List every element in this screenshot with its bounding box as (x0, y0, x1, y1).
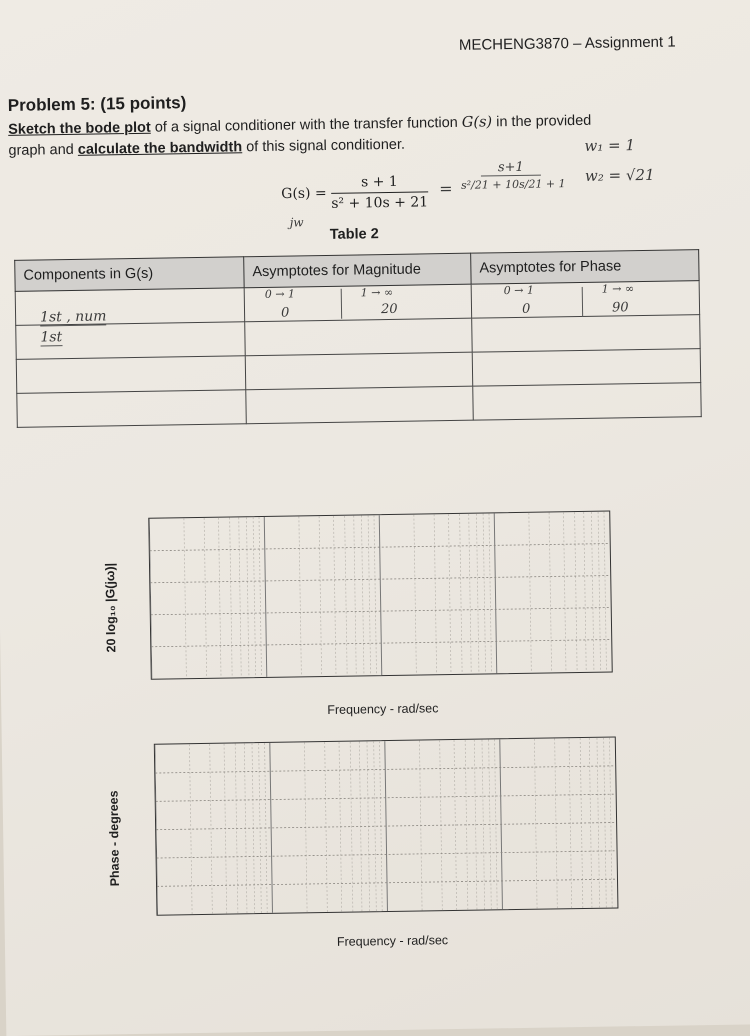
phase-grid (154, 736, 619, 915)
grid-line-vertical (529, 513, 532, 673)
grid-line-vertical (319, 516, 322, 676)
grid-line-vertical (549, 512, 552, 672)
table-caption: Table 2 (329, 226, 379, 243)
table-cell (472, 315, 701, 353)
grid-line-vertical (184, 518, 187, 678)
cell-phase-high-range: 1 → ∞ (601, 282, 635, 296)
handwritten-jw: jw (289, 215, 304, 230)
grid-line-vertical (469, 514, 472, 674)
grid-line-vertical (259, 517, 262, 677)
table-cell (16, 322, 246, 360)
handwritten-divider (341, 289, 342, 319)
cell-components: 1st (40, 329, 63, 346)
table-cell (471, 281, 700, 319)
emphasis-bandwidth: calculate the bandwidth (77, 139, 243, 158)
table-cell (473, 383, 702, 421)
cell-mag-high-range: 1 → ∞ (360, 285, 394, 300)
grid-line-vertical (494, 513, 497, 673)
magnitude-y-label: 20 log₁₀ |G(jω)| (102, 562, 119, 653)
grid-line-vertical (414, 515, 417, 675)
magnitude-grid (148, 511, 612, 680)
grid-line-vertical (604, 512, 607, 672)
phase-grid-lines (155, 737, 618, 914)
handwritten-w1: w₁ = 1 (584, 136, 636, 155)
grid-line-vertical (204, 518, 207, 678)
grid-line-vertical (246, 517, 249, 677)
cell-components: 1st , num (39, 308, 107, 326)
statement-text: of this signal conditioner. (242, 136, 406, 156)
cell-mag-high-val: 20 (380, 301, 398, 318)
grid-line-vertical (575, 512, 578, 672)
phase-x-label: Frequency - rad/sec (336, 933, 449, 949)
handwritten-rewrite-den: s²/21 + 10s/21 + 1 (460, 177, 566, 192)
grid-line-vertical (584, 512, 587, 672)
table-cell (245, 318, 473, 356)
cell-phase-low-range: 0 → 1 (503, 283, 535, 298)
tf-symbol: G(s) (461, 114, 493, 131)
statement-text: of a signal conditioner with the transfer function (150, 114, 462, 136)
phase-y-label: Phase - degrees (106, 790, 123, 887)
grid-line-vertical (434, 514, 437, 674)
grid-line-vertical (239, 517, 242, 677)
components-table (14, 249, 702, 428)
cell-mag-low-range: 0 → 1 (264, 287, 296, 301)
grid-line-vertical (333, 516, 336, 676)
tf-denominator: s² + 10s + 21 (331, 194, 429, 212)
grid-line-vertical (230, 518, 233, 678)
table-cell (244, 284, 472, 322)
problem-statement (8, 110, 669, 162)
grid-line-vertical (299, 516, 302, 676)
course-header: MECHENG3870 – Assignment 1 (458, 33, 676, 54)
grid-line-vertical (563, 512, 566, 672)
grid-line-vertical (591, 512, 594, 672)
grid-line-vertical (270, 743, 273, 913)
table-cell (15, 288, 245, 326)
table-cell (245, 352, 473, 390)
grid-line-vertical (149, 519, 152, 679)
cell-phase-low-val: 0 (521, 301, 531, 317)
grid-line-vertical (460, 514, 463, 674)
table-cell (16, 356, 246, 394)
handwritten-w2: w₂ = √21 (584, 165, 655, 185)
tf-numerator: s + 1 (331, 173, 428, 194)
statement-text: graph and (8, 141, 78, 159)
col-header-components: Components in G(s) (15, 257, 244, 292)
grid-line-vertical (598, 512, 601, 672)
grid-line-vertical (368, 515, 371, 675)
handwritten-divider (582, 287, 583, 317)
table-cell (246, 386, 474, 424)
grid-line-vertical (361, 515, 364, 675)
handwritten-equals: = (438, 178, 453, 199)
grid-line-vertical (264, 517, 267, 677)
emphasis-sketch: Sketch the bode plot (8, 119, 151, 138)
grid-line-vertical (345, 516, 348, 676)
col-header-magnitude: Asymptotes for Magnitude (244, 253, 471, 288)
grid-line-vertical (489, 513, 492, 673)
table-cell (472, 349, 701, 387)
magnitude-x-label: Frequency - rad/sec (327, 701, 439, 717)
statement-text: in the provided (492, 112, 592, 131)
handwritten-rewrite (460, 159, 566, 192)
table-cell (17, 390, 247, 428)
cell-mag-low-val: 0 (280, 305, 290, 321)
tf-lhs: G(s) = (281, 185, 327, 203)
magnitude-grid-lines (149, 512, 611, 679)
problem-title: Problem 5: (15 points) (7, 93, 187, 115)
grid-line-vertical (253, 517, 256, 677)
tf-fraction (331, 173, 428, 212)
grid-line-vertical (448, 514, 451, 674)
grid-line-vertical (219, 518, 222, 678)
grid-line-vertical (354, 516, 357, 676)
grid-line-vertical (483, 514, 486, 674)
cell-phase-high-val: 90 (611, 300, 629, 316)
grid-line-vertical (374, 515, 377, 675)
grid-line-vertical (379, 515, 382, 675)
handwritten-rewrite-num: s+1 (481, 160, 541, 177)
grid-line-vertical (476, 514, 479, 674)
col-header-phase: Asymptotes for Phase (471, 250, 699, 285)
transfer-function (281, 173, 428, 212)
